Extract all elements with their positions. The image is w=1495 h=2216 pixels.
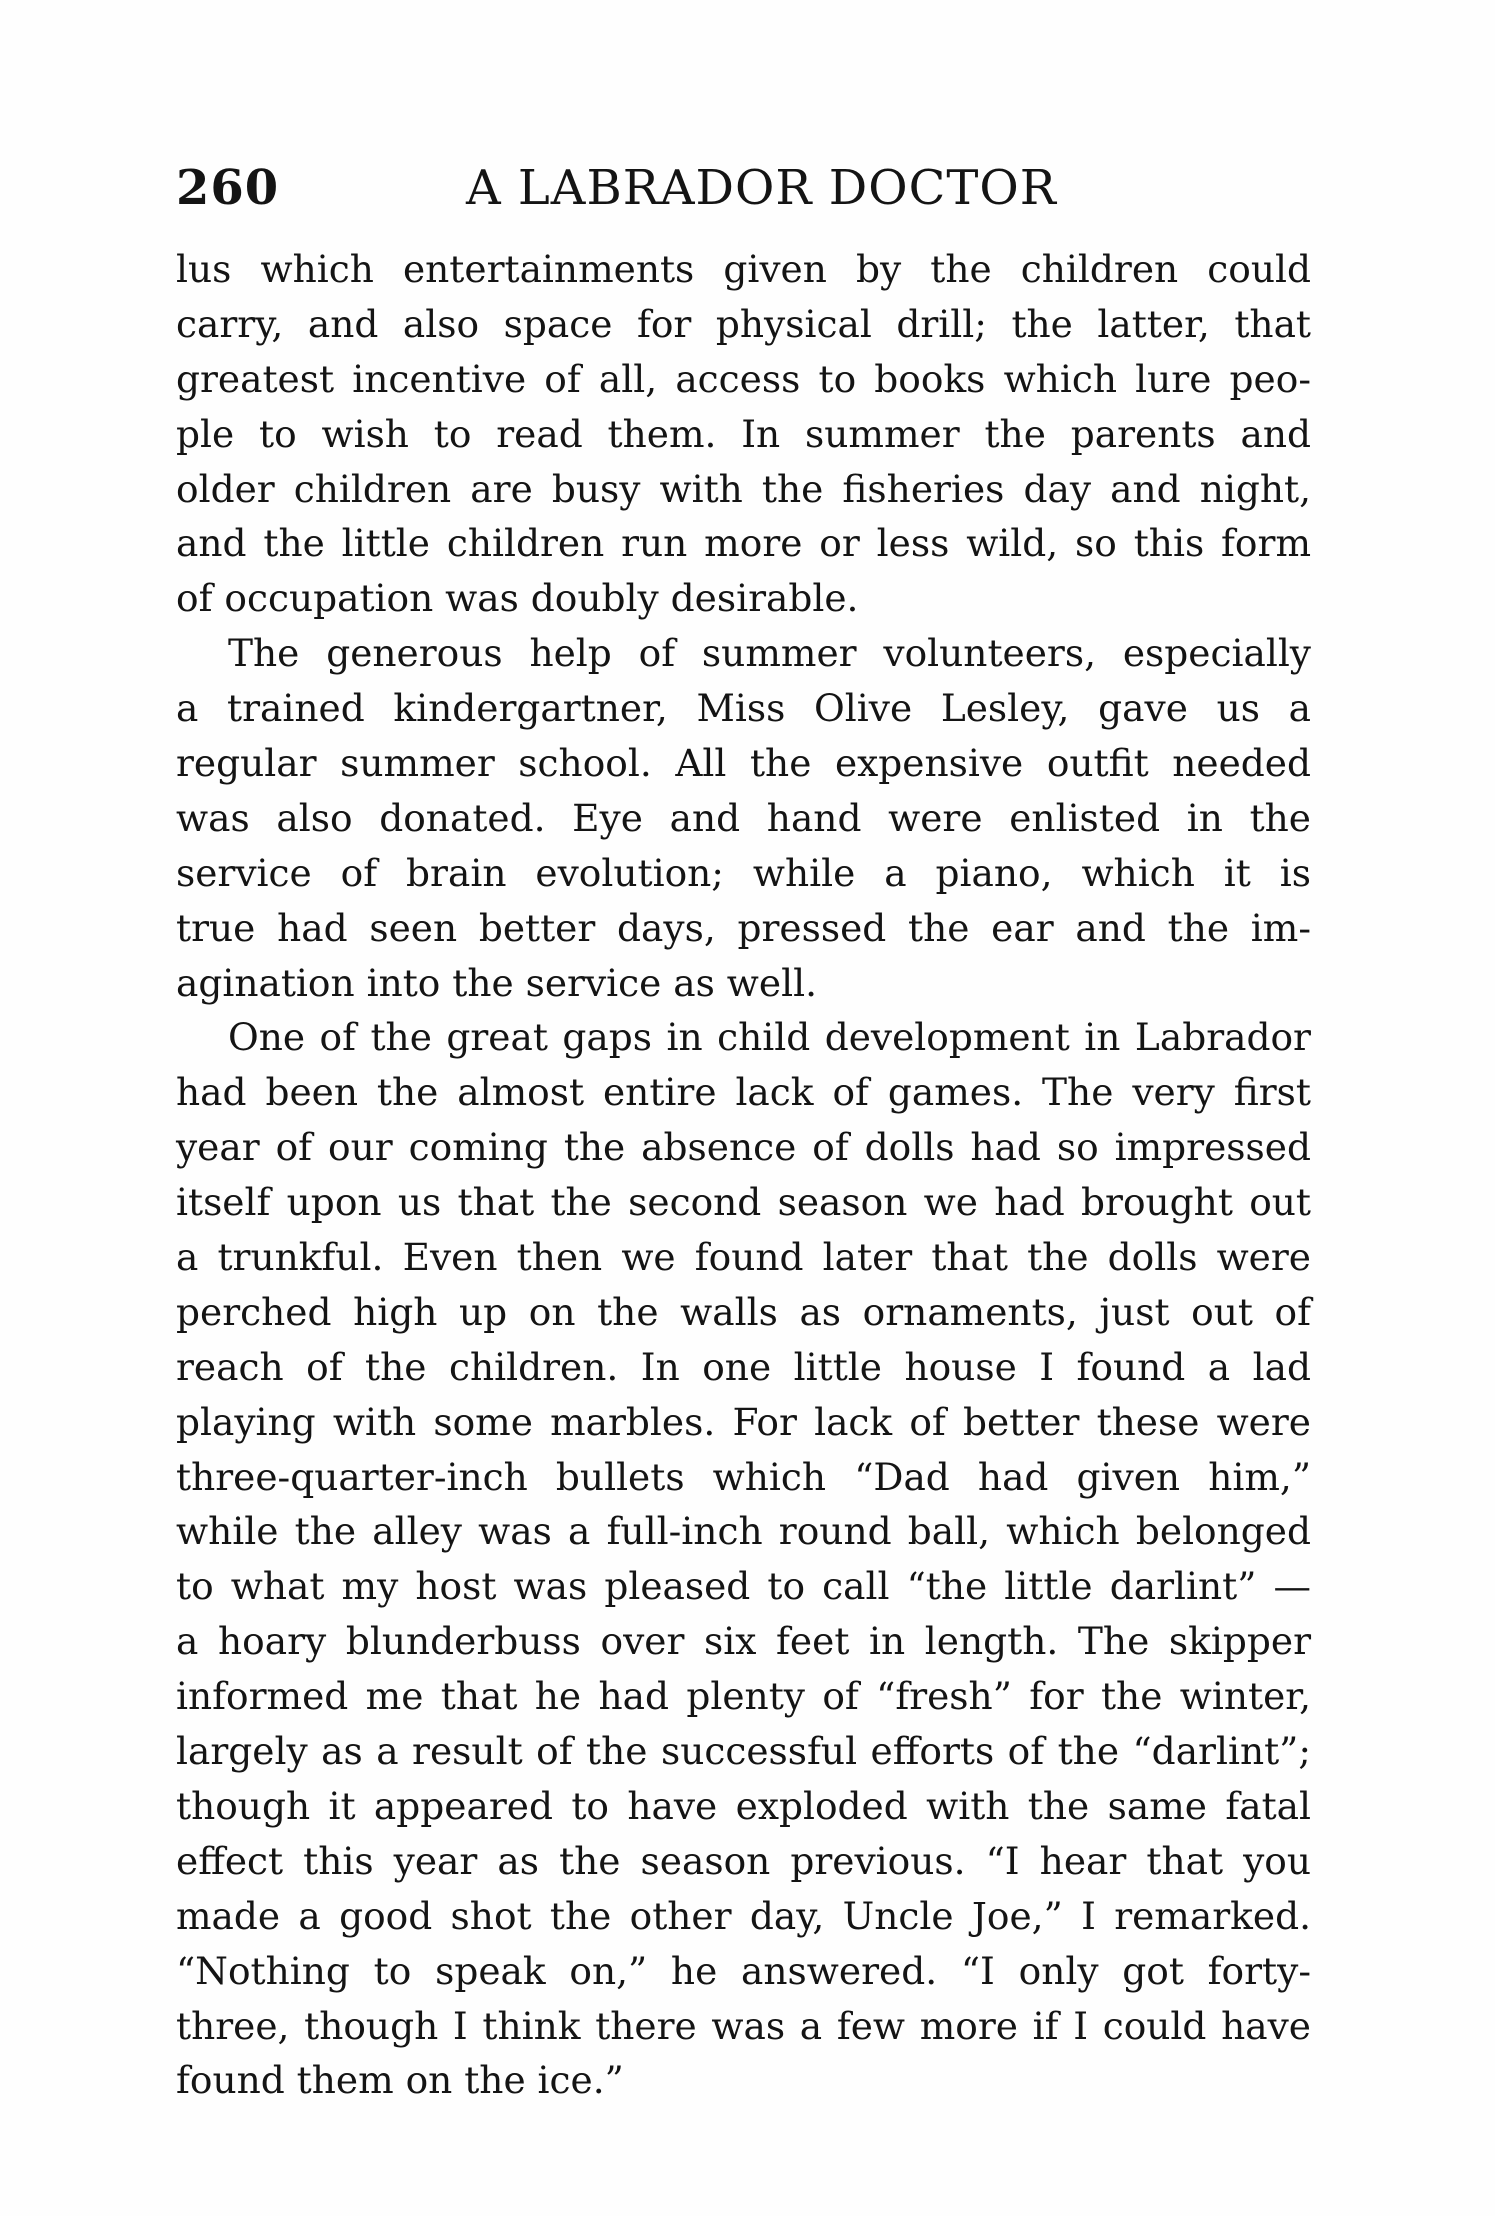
- text-line: three-quarter-inch bullets which “Dad had given him,”: [176, 1454, 1311, 1499]
- paragraph: [176, 626, 1311, 1010]
- text-line: One of the great gaps in child development in Labrador: [228, 1015, 1311, 1060]
- book-title: A LABRADOR DOCTOR: [466, 160, 1057, 216]
- text-line: of occupation was doubly desirable.: [176, 576, 859, 621]
- text-line: three, though I think there was a few more if I could have: [176, 2003, 1311, 2048]
- text-line: year of our coming the absence of dolls had so impressed: [176, 1125, 1311, 1170]
- body-text: [176, 242, 1311, 2108]
- text-line: reach of the children. In one little house I found a lad: [176, 1344, 1311, 1389]
- text-line: made a good shot the other day, Uncle Joe,” I remarked.: [176, 1893, 1311, 1938]
- text-line: a trained kindergartner, Miss Olive Lesley, gave us a: [176, 686, 1311, 731]
- text-line: service of brain evolution; while a piano, which it is: [176, 850, 1311, 895]
- text-line: a hoary blunderbuss over six feet in length. The skipper: [176, 1619, 1311, 1664]
- text-line: found them on the ice.”: [176, 2058, 624, 2103]
- text-line: largely as a result of the successful efforts of the “darlint”;: [176, 1729, 1311, 1774]
- text-line: playing with some marbles. For lack of better these were: [176, 1399, 1311, 1444]
- text-line: had been the almost entire lack of games. The very first: [176, 1070, 1311, 1115]
- text-line: ple to wish to read them. In summer the parents and: [176, 411, 1311, 456]
- text-line: regular summer school. All the expensive outfit needed: [176, 741, 1311, 786]
- text-line: to what my host was pleased to call “the little darlint” —: [176, 1564, 1311, 1609]
- text-line: The generous help of summer volunteers, especially: [228, 631, 1311, 676]
- text-line: perched high up on the walls as ornaments, just out of: [176, 1289, 1311, 1334]
- text-line: was also donated. Eye and hand were enlisted in the: [176, 795, 1311, 840]
- text-line: greatest incentive of all, access to books which lure peo-: [176, 356, 1311, 401]
- text-line: older children are busy with the fisheries day and night,: [176, 466, 1311, 511]
- text-line: informed me that he had plenty of “fresh” for the winter,: [176, 1674, 1311, 1719]
- paragraph: [176, 1010, 1311, 2108]
- text-line: itself upon us that the second season we had brought out: [176, 1180, 1311, 1225]
- text-line: lus which entertainments given by the children could: [176, 247, 1311, 291]
- text-line: though it appeared to have exploded with the same fatal: [176, 1783, 1311, 1828]
- text-line: a trunkful. Even then we found later that the dolls were: [176, 1235, 1311, 1280]
- text-line: agination into the service as well.: [176, 960, 817, 1005]
- running-head: [176, 158, 1311, 218]
- text-line: true had seen better days, pressed the ear and the im-: [176, 905, 1311, 950]
- text-line: and the little children run more or less wild, so this form: [176, 521, 1311, 566]
- paragraph: [176, 242, 1311, 626]
- text-line: carry, and also space for physical drill; the latter, that: [176, 301, 1311, 346]
- text-line: while the alley was a full-inch round ball, which belonged: [176, 1509, 1311, 1554]
- page-number: 260: [176, 160, 280, 216]
- text-line: “Nothing to speak on,” he answered. “I only got forty-: [176, 1948, 1311, 1993]
- text-line: effect this year as the season previous. “I hear that you: [176, 1838, 1311, 1883]
